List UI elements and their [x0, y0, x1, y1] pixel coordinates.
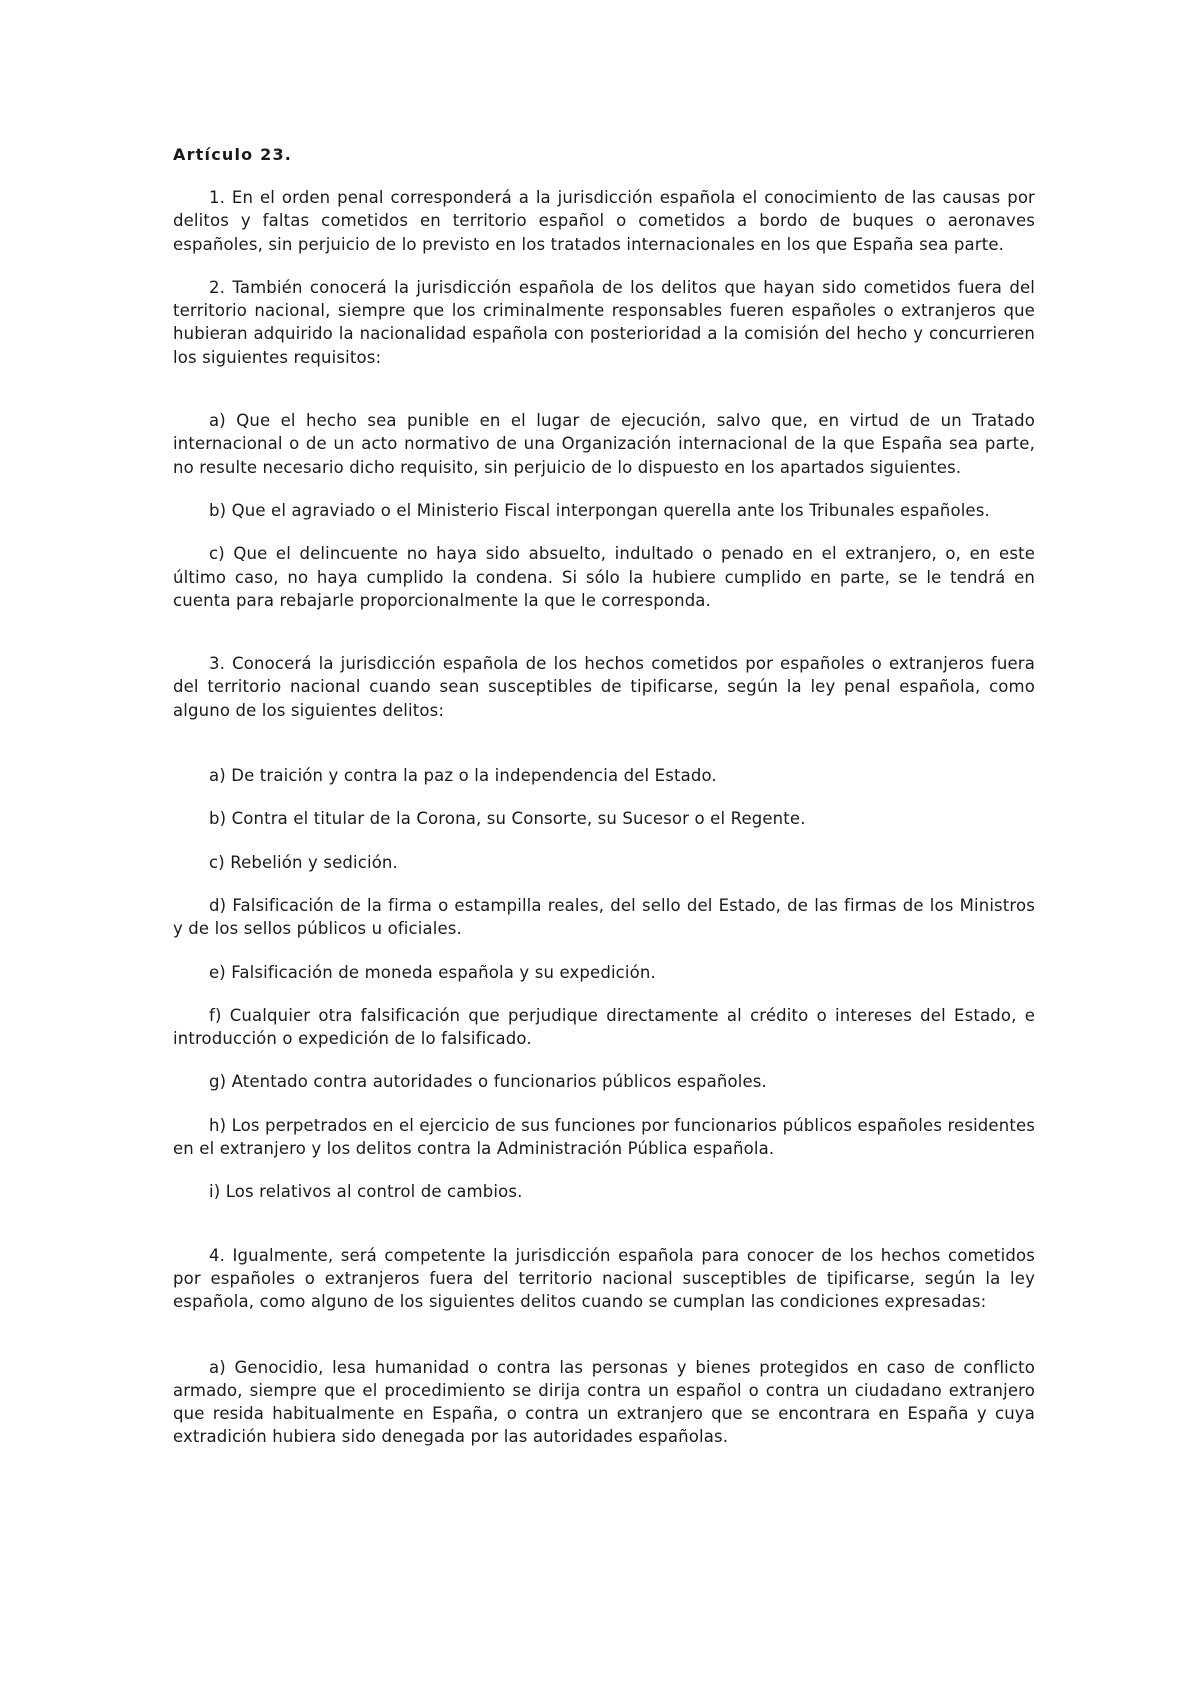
paragraph-3f: f) Cualquier otra falsificación que perjudique directamente al crédito o intereses del Estado, e introducción o expedición de lo falsificado.: [173, 1005, 1035, 1049]
paragraph-2: 2. También conocerá la jurisdicción española de los delitos que hayan sido cometidos fuera del territorio nacional, siempre que los criminalmente responsables fueren españoles o extranjeros que hubieran adquirido la nacionalidad española con posterioridad a la comisión del hecho y concurrieren los siguientes requisitos:: [173, 277, 1035, 367]
paragraph-3: 3. Conocerá la jurisdicción española de los hechos cometidos por españoles o extranjeros fuera del territorio nacional cuando sean susceptibles de tipificarse, según la ley penal española, como alguno de los siguientes delitos:: [173, 654, 1035, 720]
paragraph-3g: g) Atentado contra autoridades o funcionarios públicos españoles.: [209, 1072, 767, 1092]
paragraph-4: 4. Igualmente, será competente la jurisdicción española para conocer de los hechos cometidos por españoles o extranjeros fuera del territorio nacional susceptibles de tipificarse, según la ley española, como alguno de los siguientes delitos cuando se cumplan las condiciones expresadas:: [173, 1245, 1035, 1312]
paragraph-3b: b) Contra el titular de la Corona, su Consorte, su Sucesor o el Regente.: [209, 809, 806, 829]
paragraph-2b: b) Que el agraviado o el Ministerio Fiscal interpongan querella ante los Tribunales españoles.: [209, 500, 990, 520]
paragraph-1: 1. En el orden penal corresponderá a la jurisdicción española el conocimiento de las causas por delitos y faltas cometidos en territorio español o cometidos a bordo de buques o aeronaves españoles, sin perjuicio de lo previsto en los tratados internacionales en los que España sea parte.: [173, 188, 1035, 254]
paragraph-3i: i) Los relativos al control de cambios.: [209, 1182, 523, 1202]
article-heading: Artículo 23.: [173, 145, 293, 164]
paragraph-3a: a) De traición y contra la paz o la independencia del Estado.: [209, 766, 717, 786]
paragraph-2a: a) Que el hecho sea punible en el lugar de ejecución, salvo que, en virtud de un Tratado internacional o de un acto normativo de una Organización internacional de la que España sea parte, no resulte necesario dicho requisito, sin perjuicio de lo dispuesto en los apartados siguientes.: [173, 411, 1035, 477]
paragraph-4a: a) Genocidio, lesa humanidad o contra las personas y bienes protegidos en caso de conflicto armado, siempre que el procedimiento se dirija contra un español o contra un ciudadano extranjero que resida habitualmente en España, o contra un extranjero que se encontrara en España y cuya extradición hubiera sido denegada por las autoridades españolas.: [173, 1357, 1035, 1447]
document-page: [173, 143, 1035, 1449]
paragraph-3e: e) Falsificación de moneda española y su expedición.: [209, 962, 656, 982]
paragraph-3h: h) Los perpetrados en el ejercicio de sus funciones por funcionarios públicos españoles residentes en el extranjero y los delitos contra la Administración Pública española.: [173, 1115, 1036, 1159]
paragraph-3c: c) Rebelión y sedición.: [209, 852, 398, 872]
paragraph-2c: c) Que el delincuente no haya sido absuelto, indultado o penado en el extranjero, o, en este último caso, no haya cumplido la condena. Si sólo la hubiere cumplido en parte, se le tendrá en cuenta para rebajarle proporcionalmente la que le corresponda.: [173, 544, 1035, 610]
paragraph-3d: d) Falsificación de la firma o estampilla reales, del sello del Estado, de las firmas de los Ministros y de los sellos públicos u oficiales.: [173, 895, 1035, 939]
